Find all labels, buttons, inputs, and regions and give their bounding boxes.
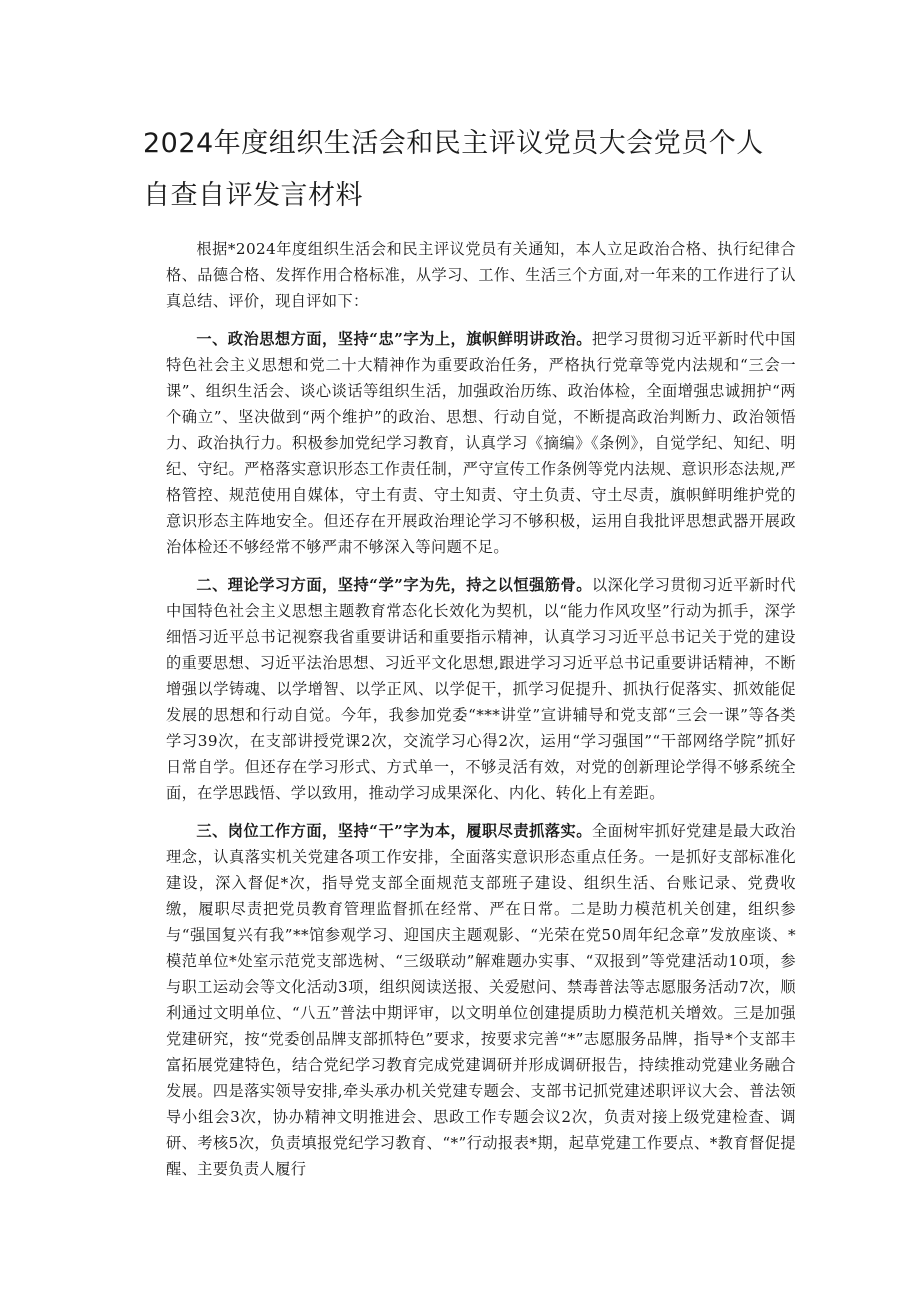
- section-theory-study: [166, 572, 796, 806]
- section-text: 把学习贯彻习近平新时代中国特色社会主义思想和党二十大精神作为重要政治任务，严格执行党章等党内法规和“三会一课”、组织生活会、谈心谈话等组织生活，加强政治历练、政治体检，全面增强忠诚拥护“两个确立”、坚决做到“两个维护”的政治、思想、行动自觉，不断提高政治判断力、政治领悟力、政治执行力。积极参加党纪学习教育，认真学习《摘编》《条例》，自觉学纪、知纪、明纪、守纪。严格落实意识形态工作责任制，严守宣传工作条例等党内法规、意识形态法规,严格管控、规范使用自媒体，守土有责、守土知责、守土负责、守土尽责，旗帜鲜明维护党的意识形态主阵地安全。但还存在开展政治理论学习不够积极，运用自我批评思想武器开展政治体检还不够经常不够严肃不够深入等问题不足。: [166, 330, 796, 556]
- section-text: 全面树牢抓好党建是最大政治理念，认真落实机关党建各项工作安排，全面落实意识形态重点任务。一是抓好支部标准化建设，深入督促*次，指导党支部全面规范支部班子建设、组织生活、台账记录、党费收缴，履职尽责把党员教育管理监督抓在经常、严在日常。二是助力模范机关创建，组织参与“强国复兴有我”**馆参观学习、迎国庆主题观影、“光荣在党50周年纪念章”发放座谈、*模范单位*处室示范党支部选树、“三级联动”解难题办实事、“双报到”等党建活动10项，参与职工运动会等文化活动3项，组织阅读送报、关爱慰问、禁毒普法等志愿服务活动7次，顺利通过文明单位、“八五”普法中期评审，以文明单位创建提质助力模范机关增效。三是加强党建研究，按“党委创品牌支部抓特色”要求，按要求完善“*”志愿服务品牌，指导*个支部丰富拓展党建特色，结合党纪学习教育完成党建调研并形成调研报告，持续推动党建业务融合发展。四是落实领导安排,牵头承办机关党建专题会、支部书记抓党建述职评议大会、普法领导小组会3次，协办精神文明推进会、思政工作专题会议2次，负责对接上级党建检查、调研、考核5次，负责填报党纪学习教育、“*”行动报表*期，起草党建工作要点、*教育督促提醒、主要负责人履行: [166, 822, 796, 1178]
- document-title: 2024年度组织生活会和民主评议党员大会党员个人自查自评发言材料: [143, 128, 764, 211]
- section-job-work: [166, 818, 796, 1182]
- section-heading: 一、政治思想方面，坚持“忠”字为上，旗帜鲜明讲政治。: [196, 330, 592, 348]
- section-heading: 二、理论学习方面，坚持“学”字为先，持之以恒强筋骨。: [196, 576, 592, 594]
- section-heading: 三、岗位工作方面，坚持“干”字为本，履职尽责抓落实。: [196, 822, 592, 840]
- section-text: 以深化学习贯彻习近平新时代中国特色社会主义思想主题教育常态化长效化为契机，以“能力作风攻坚”行动为抓手，深学细悟习近平总书记视察我省重要讲话和重要指示精神，认真学习习近平总书记关于党的建设的重要思想、习近平法治思想、习近平文化思想,跟进学习习近平总书记重要讲话精神，不断增强以学铸魂、以学增智、以学正风、以学促干，抓学习促提升、抓执行促落实、抓效能促发展的思想和行动自觉。今年，我参加党委“***讲堂”宣讲辅导和党支部“三会一课”等各类学习39次，在支部讲授党课2次，交流学习心得2次，运用“学习强国”“干部网络学院”抓好日常自学。但还存在学习形式、方式单一，不够灵活有效，对党的创新理论学得不够系统全面，在学思践悟、学以致用，推动学习成果深化、内化、转化上有差距。: [166, 576, 796, 802]
- document-body: [166, 236, 796, 1194]
- intro-paragraph: 根据*2024年度组织生活会和民主评议党员有关通知，本人立足政治合格、执行纪律合格、品德合格、发挥作用合格标准，从学习、工作、生活三个方面,对一年来的工作进行了认真总结、评价，现自评如下：: [166, 240, 796, 310]
- section-political: [166, 326, 796, 560]
